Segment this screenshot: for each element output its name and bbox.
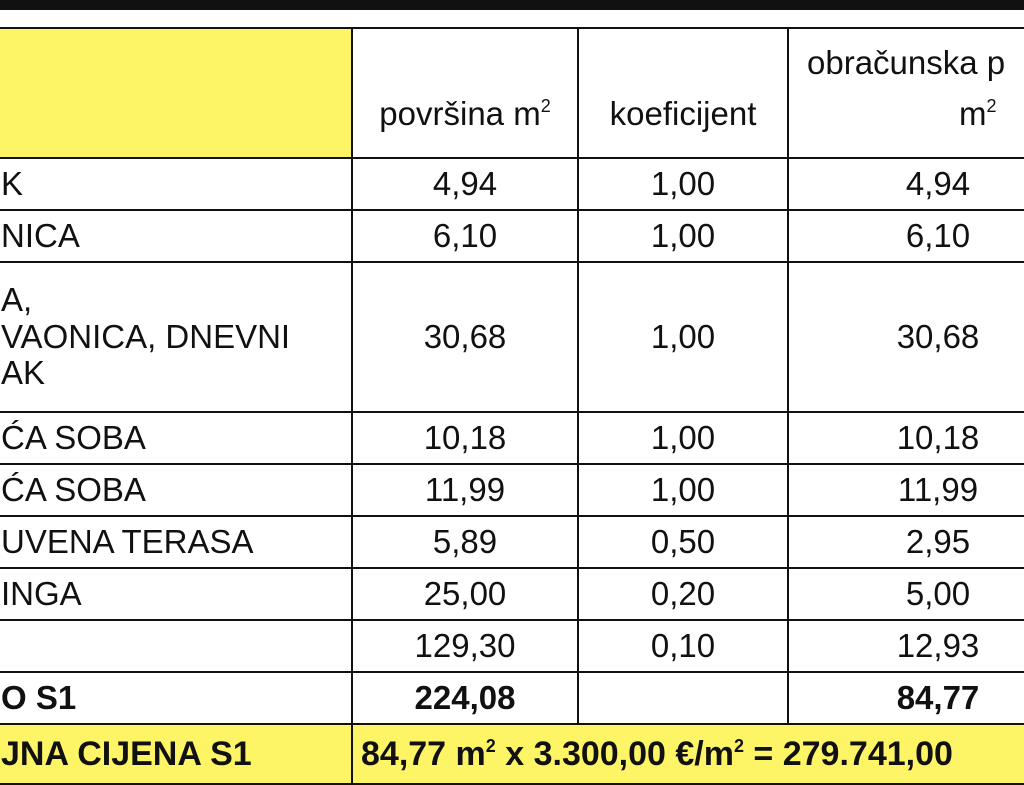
price-formula <box>352 724 1024 784</box>
price-sup1: 2 <box>485 735 496 756</box>
header-area-cell <box>352 28 578 158</box>
total-area: 224,08 <box>352 672 578 724</box>
header-calc-unit: m <box>959 95 987 133</box>
price-label: JNA CIJENA S1 <box>0 724 352 784</box>
area-value: 30,68 <box>352 262 578 412</box>
total-coef <box>578 672 788 724</box>
header-area-label: površina m <box>379 95 541 133</box>
calc-value: 30,68 <box>788 262 1024 412</box>
calc-value: 11,99 <box>788 464 1024 516</box>
table-row <box>0 464 1024 516</box>
top-border-bar <box>0 0 1024 10</box>
calc-value: 6,10 <box>788 210 1024 262</box>
coef-value: 0,50 <box>578 516 788 568</box>
price-part1: 84,77 m <box>361 734 486 773</box>
table-row <box>0 210 1024 262</box>
area-value: 129,30 <box>352 620 578 672</box>
table-row <box>0 620 1024 672</box>
header-area-sup: 2 <box>540 96 551 117</box>
room-label: ĆA SOBA <box>0 464 352 516</box>
header-row <box>0 28 1024 158</box>
room-label <box>0 620 352 672</box>
calc-value: 2,95 <box>788 516 1024 568</box>
calc-value: 4,94 <box>788 158 1024 210</box>
area-value: 25,00 <box>352 568 578 620</box>
coef-value: 1,00 <box>578 464 788 516</box>
calc-value: 10,18 <box>788 412 1024 464</box>
total-calc: 84,77 <box>788 672 1024 724</box>
table-row <box>0 412 1024 464</box>
room-label: ĆA SOBA <box>0 412 352 464</box>
header-coef-label: koeficijent <box>609 95 757 133</box>
header-room-cell <box>0 28 352 158</box>
coef-value: 1,00 <box>578 210 788 262</box>
room-label: UVENA TERASA <box>0 516 352 568</box>
area-value: 10,18 <box>352 412 578 464</box>
price-part2: x 3.300,00 €/m <box>495 734 734 773</box>
room-label: A, VAONICA, DNEVNI AK <box>0 262 352 412</box>
coef-value: 0,20 <box>578 568 788 620</box>
table-row <box>0 568 1024 620</box>
price-table <box>0 27 1024 785</box>
coef-value: 1,00 <box>578 412 788 464</box>
calc-value: 5,00 <box>788 568 1024 620</box>
area-value: 4,94 <box>352 158 578 210</box>
coef-value: 1,00 <box>578 158 788 210</box>
header-calc-sup: 2 <box>986 96 997 117</box>
header-coef-cell <box>578 28 788 158</box>
total-label: O S1 <box>0 672 352 724</box>
total-row <box>0 672 1024 724</box>
coef-value: 1,00 <box>578 262 788 412</box>
room-label: INGA <box>0 568 352 620</box>
table-row <box>0 262 1024 412</box>
table-row <box>0 516 1024 568</box>
price-row <box>0 724 1024 784</box>
room-label: NICA <box>0 210 352 262</box>
table-row <box>0 158 1024 210</box>
price-part3: = 279.741,00 <box>743 734 953 773</box>
header-calc-label: obračunska p <box>807 44 1006 81</box>
area-value: 6,10 <box>352 210 578 262</box>
room-label: K <box>0 158 352 210</box>
area-value: 11,99 <box>352 464 578 516</box>
calc-value: 12,93 <box>788 620 1024 672</box>
coef-value: 0,10 <box>578 620 788 672</box>
price-sup2: 2 <box>733 735 744 756</box>
area-value: 5,89 <box>352 516 578 568</box>
header-calc-cell <box>788 28 1024 158</box>
